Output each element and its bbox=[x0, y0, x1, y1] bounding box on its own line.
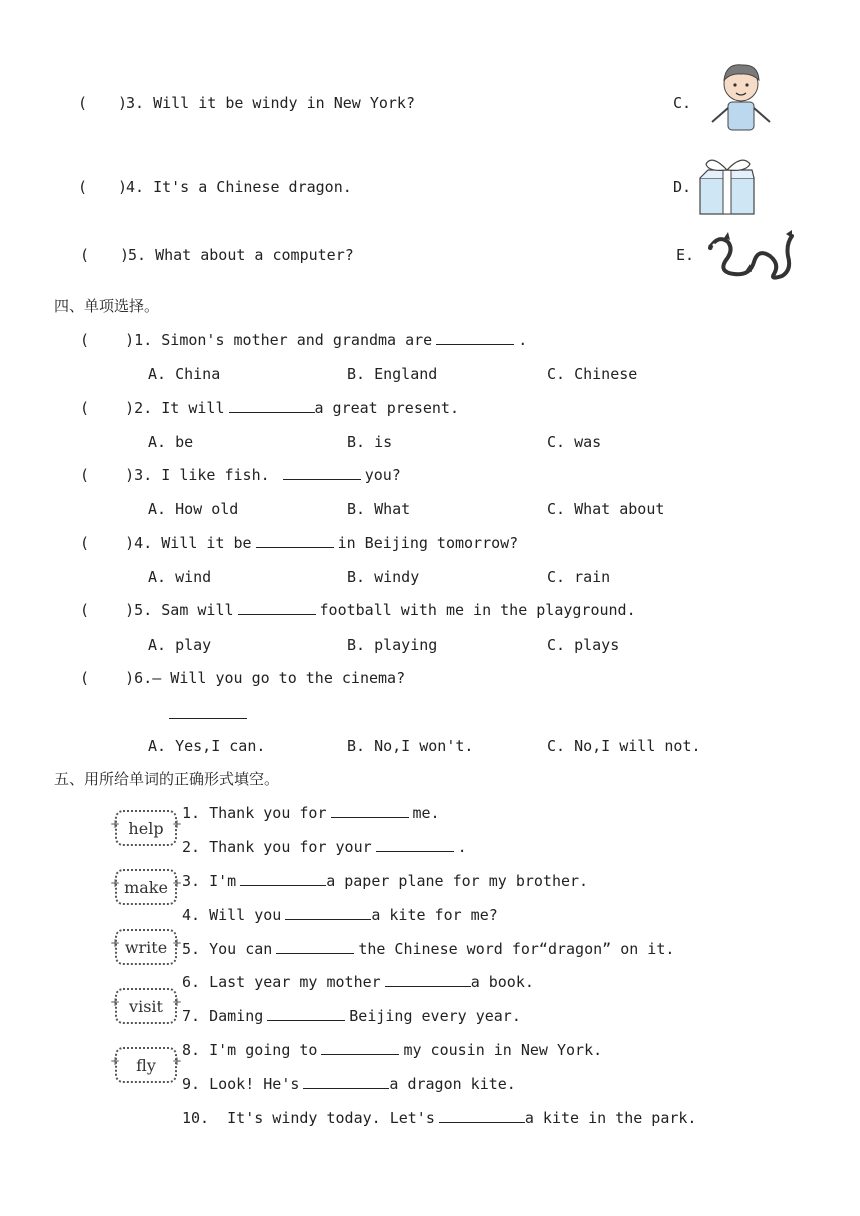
match-item-3: 3. Will it be windy in New York? bbox=[126, 94, 415, 112]
fill-sentence: 7. Daming Beijing every year. bbox=[182, 1007, 521, 1025]
answer-blank[interactable] bbox=[276, 939, 354, 954]
question-row: ( )2. It will a great present. bbox=[80, 399, 459, 417]
section-4-heading: 四、单项选择。 bbox=[54, 297, 160, 315]
dragon-icon bbox=[704, 226, 796, 284]
paren-open: ( bbox=[78, 178, 88, 196]
question-row: ( )5. Sam will football with me in the playground. bbox=[80, 601, 636, 619]
option-b: B. windy bbox=[347, 568, 420, 586]
answer-blank[interactable] bbox=[439, 1108, 525, 1123]
option-b: B. What bbox=[347, 500, 411, 518]
answer-blank[interactable] bbox=[283, 465, 361, 480]
answer-blank[interactable] bbox=[303, 1074, 389, 1089]
answer-blank[interactable] bbox=[285, 905, 371, 920]
option-c: C. plays bbox=[547, 636, 620, 654]
question-row: ( )3. I like fish. you? bbox=[80, 466, 401, 484]
option-b: B. No,I won't. bbox=[347, 737, 474, 755]
word-box-write: + write + bbox=[115, 929, 177, 965]
answer-blank[interactable] bbox=[240, 871, 326, 886]
option-letter-d: D. bbox=[673, 178, 692, 196]
paren-close: ) bbox=[118, 178, 128, 196]
answer-blank[interactable] bbox=[436, 330, 514, 345]
word-box-help: + help + bbox=[115, 810, 177, 846]
section-5-heading: 五、用所给单词的正确形式填空。 bbox=[54, 770, 280, 788]
answer-blank[interactable] bbox=[385, 972, 471, 987]
fill-sentence: 9. Look! He's a dragon kite. bbox=[182, 1075, 516, 1093]
paren-close: ) bbox=[120, 246, 130, 264]
gift-icon bbox=[694, 154, 760, 218]
fill-sentence: 10. It's windy today. Let's a kite in the park. bbox=[182, 1109, 697, 1127]
option-a: A. How old bbox=[148, 500, 239, 518]
option-a: A. China bbox=[148, 365, 221, 383]
fill-sentence: 3. I'm a paper plane for my brother. bbox=[182, 872, 589, 890]
question-row: ( )4. Will it be in Beijing tomorrow? bbox=[80, 534, 519, 552]
match-item-4: 4. It's a Chinese dragon. bbox=[126, 178, 352, 196]
option-letter-c: C. bbox=[673, 94, 692, 112]
paren-close: ) bbox=[118, 94, 128, 112]
answer-blank[interactable] bbox=[321, 1040, 399, 1055]
answer-blank[interactable] bbox=[229, 398, 315, 413]
option-c: C. was bbox=[547, 433, 602, 451]
option-a: A. wind bbox=[148, 568, 212, 586]
fill-sentence: 6. Last year my mother a book. bbox=[182, 973, 534, 991]
paren-open: ( bbox=[80, 246, 90, 264]
option-c: C. No,I will not. bbox=[547, 737, 701, 755]
question-row: ( )1. Simon's mother and grandma are . bbox=[80, 331, 528, 349]
option-a: A. be bbox=[148, 433, 194, 451]
boy-icon bbox=[706, 58, 776, 134]
option-c: C. rain bbox=[547, 568, 611, 586]
answer-blank[interactable] bbox=[238, 600, 316, 615]
option-a: A. play bbox=[148, 636, 212, 654]
answer-blank[interactable] bbox=[169, 718, 247, 719]
answer-blank[interactable] bbox=[331, 803, 409, 818]
fill-sentence: 1. Thank you for me. bbox=[182, 804, 440, 822]
match-item-5: 5. What about a computer? bbox=[128, 246, 354, 264]
option-b: B. playing bbox=[347, 636, 438, 654]
fill-sentence: 8. I'm going to my cousin in New York. bbox=[182, 1041, 603, 1059]
fill-sentence: 5. You can the Chinese word for“dragon” on it. bbox=[182, 940, 675, 958]
fill-sentence: 2. Thank you for your . bbox=[182, 838, 467, 856]
answer-blank[interactable] bbox=[376, 837, 454, 852]
answer-blank[interactable] bbox=[267, 1006, 345, 1021]
paren-open: ( bbox=[78, 94, 88, 112]
option-a: A. Yes,I can. bbox=[148, 737, 266, 755]
option-b: B. is bbox=[347, 433, 393, 451]
option-b: B. England bbox=[347, 365, 438, 383]
option-letter-e: E. bbox=[676, 246, 695, 264]
option-c: C. What about bbox=[547, 500, 665, 518]
word-box-make: + make + bbox=[115, 869, 177, 905]
fill-sentence: 4. Will you a kite for me? bbox=[182, 906, 498, 924]
word-box-visit: + visit + bbox=[115, 988, 177, 1024]
word-box-fly: + fly + bbox=[115, 1047, 177, 1083]
question-row: ( )6.— Will you go to the cinema? bbox=[80, 669, 406, 687]
option-c: C. Chinese bbox=[547, 365, 638, 383]
answer-blank[interactable] bbox=[256, 533, 334, 548]
